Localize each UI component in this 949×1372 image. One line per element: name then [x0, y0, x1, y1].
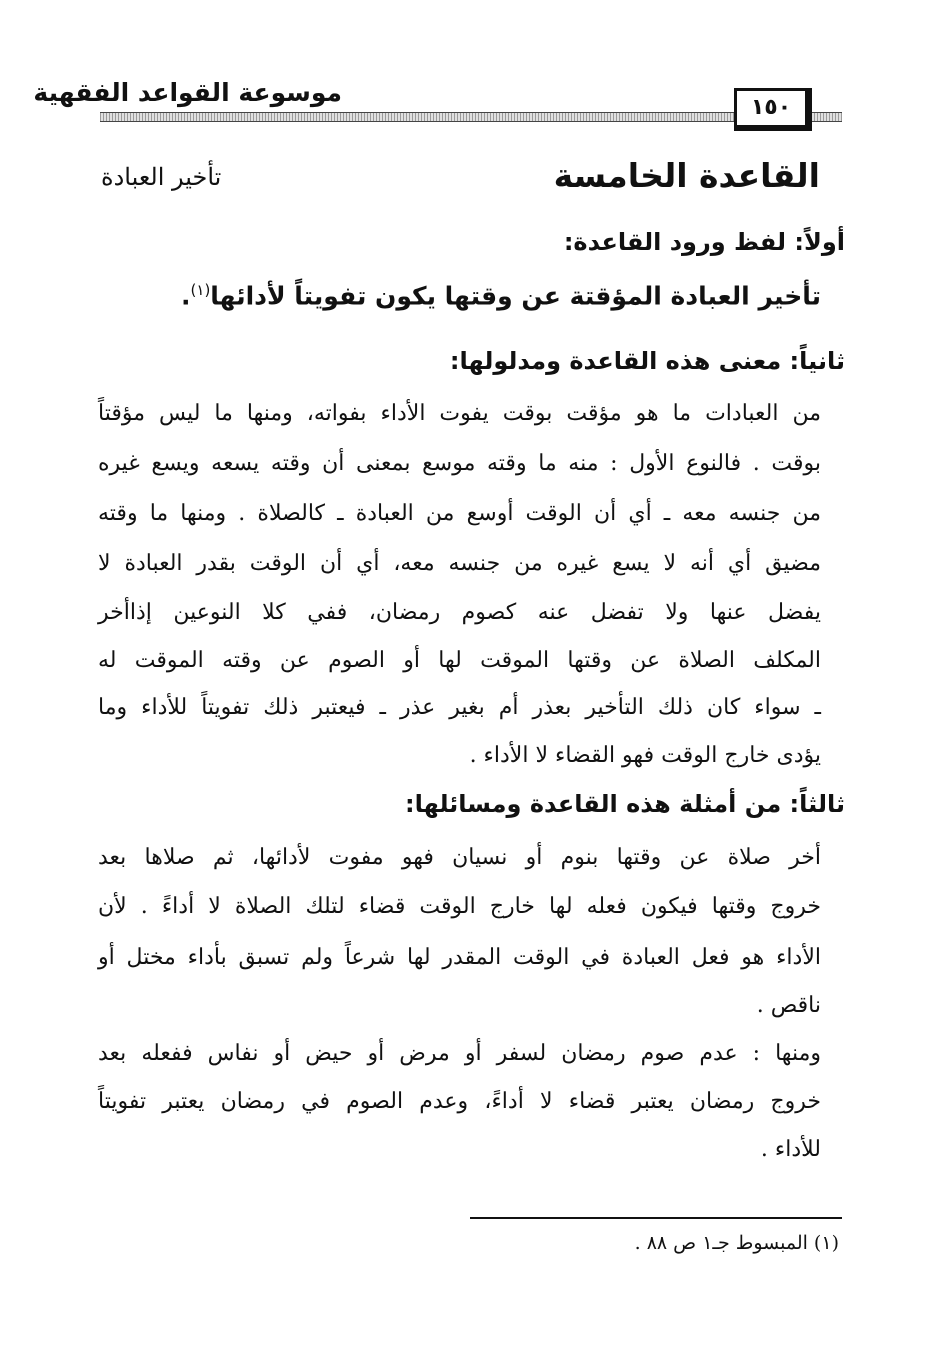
header-divider — [100, 112, 842, 122]
rule-statement-text: تأخير العبادة المؤقتة عن وقتها يكون تفويتاً لأدائها — [210, 281, 821, 311]
paragraph-line: المكلف الصلاة عن وقتها الموقت لها أو الصوم عن وقته الموقت له — [98, 648, 821, 673]
section-heading-wording: أولاً: لفظ ورود القاعدة: — [563, 228, 845, 256]
rule-statement — [181, 281, 821, 310]
paragraph-line: ـ سواء كان ذلك التأخير بعذر أم بغير عذر ـ فيعتبر ذلك تفويتاً للأداء وما — [98, 695, 821, 720]
paragraph-line: يؤدى خارج الوقت فهو القضاء لا الأداء . — [469, 743, 821, 768]
paragraph-line: أخر صلاة عن وقتها بنوم أو نسيان فهو مفوت لأدائها، ثم صلاها بعد — [98, 845, 821, 870]
page-number: ١٥٠ — [734, 88, 812, 131]
paragraph-line: ومنها : عدم صوم رمضان لسفر أو مرض أو حيض أو نفاس ففعله بعد — [98, 1041, 821, 1066]
paragraph-line: الأداء هو فعل العبادة في الوقت المقدر لها شرعاً ولم تسبق بأداء مختل أو — [98, 945, 821, 970]
paragraph-line: خروج رمضان يعتبر قضاء لا أداءً، وعدم الصوم في رمضان يعتبر تفويتاً — [98, 1089, 821, 1114]
paragraph-line: ناقص . — [756, 993, 821, 1018]
rule-statement-end: . — [181, 281, 191, 311]
footnote: (١) المبسوط جـ١ ص ٨٨ . — [634, 1232, 839, 1254]
paragraph-line: يفضل عنها ولا تفضل عنه كصوم رمضان، ففي كلا النوعين إذاأخر — [98, 600, 821, 625]
footnote-ref: (١) — [190, 281, 211, 299]
paragraph-line: مضيق أي أنه لا يسع غيره من جنسه معه، أي أن الوقت بقدر العبادة لا — [98, 551, 821, 576]
paragraph-line: للأداء . — [760, 1137, 821, 1162]
paragraph-line: من العبادات ما هو مؤقت بوقت يفوت الأداء بفواته، ومنها ما ليس مؤقتاً — [98, 401, 821, 426]
book-title: موسوعة القواعد الفقهية — [33, 78, 342, 107]
footnote-divider — [470, 1217, 842, 1219]
rule-number-heading: القاعدة الخامسة — [553, 156, 820, 195]
paragraph-line: بوقت . فالنوع الأول : منه ما وقته موسع بمعنى أن وقته يسعه ويسع غيره — [98, 451, 821, 476]
section-heading-meaning: ثانياً: معنى هذه القاعدة ومدلولها: — [449, 347, 845, 375]
section-heading-examples: ثالثاً: من أمثلة هذه القاعدة ومسائلها: — [404, 790, 845, 818]
rule-topic: تأخير العبادة — [101, 163, 222, 191]
paragraph-line: من جنسه معه ـ أي أن الوقت أوسع من العبادة ـ كالصلاة . ومنها ما وقته — [98, 501, 821, 526]
paragraph-line: خروج وقتها فيكون فعله لها خارج الوقت قضاء لتلك الصلاة لا أداءً . لأن — [98, 894, 821, 919]
